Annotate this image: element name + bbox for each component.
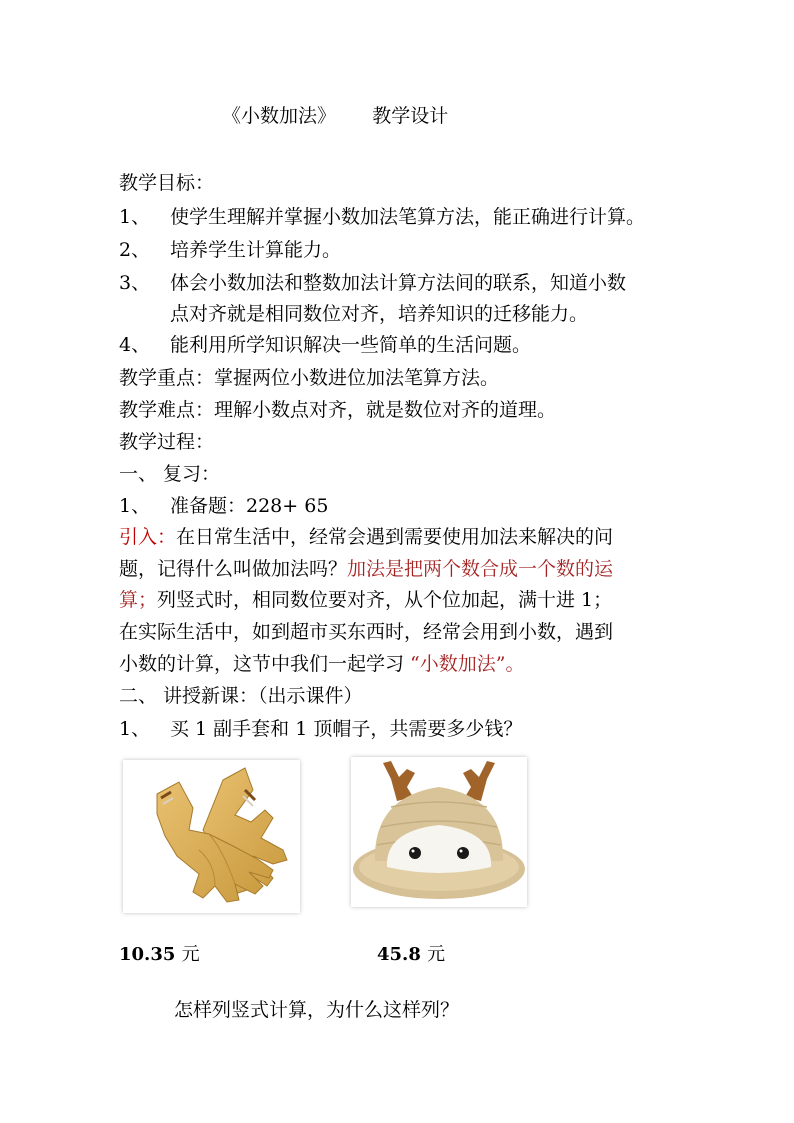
goal-text: 使学生理解并掌握小数加法笔算方法，能正确进行计算。 [170, 206, 646, 228]
prep-question [119, 491, 328, 518]
gloves-image [123, 760, 300, 913]
question-number: 1、 [119, 718, 151, 740]
goal-item-2 [119, 235, 341, 262]
goal-text: 能利用所学知识解决一些简单的生活问题。 [170, 334, 532, 356]
intro-line-5 [119, 649, 524, 676]
goal-number: 2、 [119, 239, 151, 261]
difficulty: 教学难点：理解小数点对齐，就是数位对齐的道理。 [119, 399, 557, 421]
goal-text: 体会小数加法和整数加法计算方法间的联系，知道小数 [170, 272, 627, 294]
key-point: 教学重点：掌握两位小数进位加法笔算方法。 [119, 367, 500, 389]
process-heading: 教学过程： [119, 431, 215, 453]
lesson-name: “小数加法”。 [410, 653, 525, 675]
goal-item-3 [119, 268, 626, 295]
gloves-price-unit: 元 [181, 944, 200, 965]
gloves-price-value: 10.35 [119, 944, 176, 965]
intro-text: 在日常生活中，经常会遇到需要使用加法来解决的问 [176, 526, 614, 548]
addition-definition: 加法是把两个数合成一个数的运 [347, 558, 614, 580]
goal-item-4 [119, 330, 531, 357]
gloves-illustration [123, 760, 300, 913]
intro-text: 列竖式时，相同数位要对齐，从个位加起，满十进 1； [157, 589, 613, 611]
intro-text: 题，记得什么叫做加法吗？ [119, 558, 348, 580]
question-text: 买 1 副手套和 1 顶帽子，共需要多少钱？ [170, 718, 523, 740]
closing-question: 怎样列竖式计算，为什么这样列？ [174, 999, 460, 1021]
intro-line-4: 在实际生活中，如到超市买东西时，经常会用到小数，遇到 [119, 621, 614, 643]
document-title: 《小数加法》 教学设计 [222, 105, 449, 127]
goal-number: 4、 [119, 334, 151, 356]
section-new-lesson: 二、 讲授新课：（出示课件） [119, 685, 363, 707]
hat-price-unit: 元 [427, 944, 446, 965]
goals-heading: 教学目标： [119, 172, 215, 194]
lesson-question [119, 714, 522, 741]
intro-text: 小数的计算，这节中我们一起学习 [119, 653, 411, 675]
goal-item-1 [119, 202, 645, 229]
intro-line-3 [119, 585, 612, 612]
gloves-price [119, 940, 200, 966]
hat-illustration [351, 757, 527, 907]
hat-image [351, 757, 527, 907]
goal-text: 点对齐就是相同数位对齐，培养知识的迁移能力。 [170, 303, 589, 325]
goal-number: 3、 [119, 272, 151, 294]
addition-definition-end: 算； [119, 589, 158, 611]
section-review: 一、 复习： [119, 463, 221, 485]
intro-label: 引入： [119, 526, 177, 548]
intro-line-2 [119, 554, 613, 581]
goal-number: 1、 [119, 206, 151, 228]
goal-text: 培养学生计算能力。 [170, 239, 342, 261]
hat-price-value: 45.8 [377, 944, 421, 965]
intro-line-1 [119, 522, 613, 549]
prep-text: 准备题：228+ 65 [170, 495, 329, 517]
goal-item-3-continued [119, 299, 588, 326]
hat-price [377, 940, 445, 966]
prep-number: 1、 [119, 495, 151, 517]
